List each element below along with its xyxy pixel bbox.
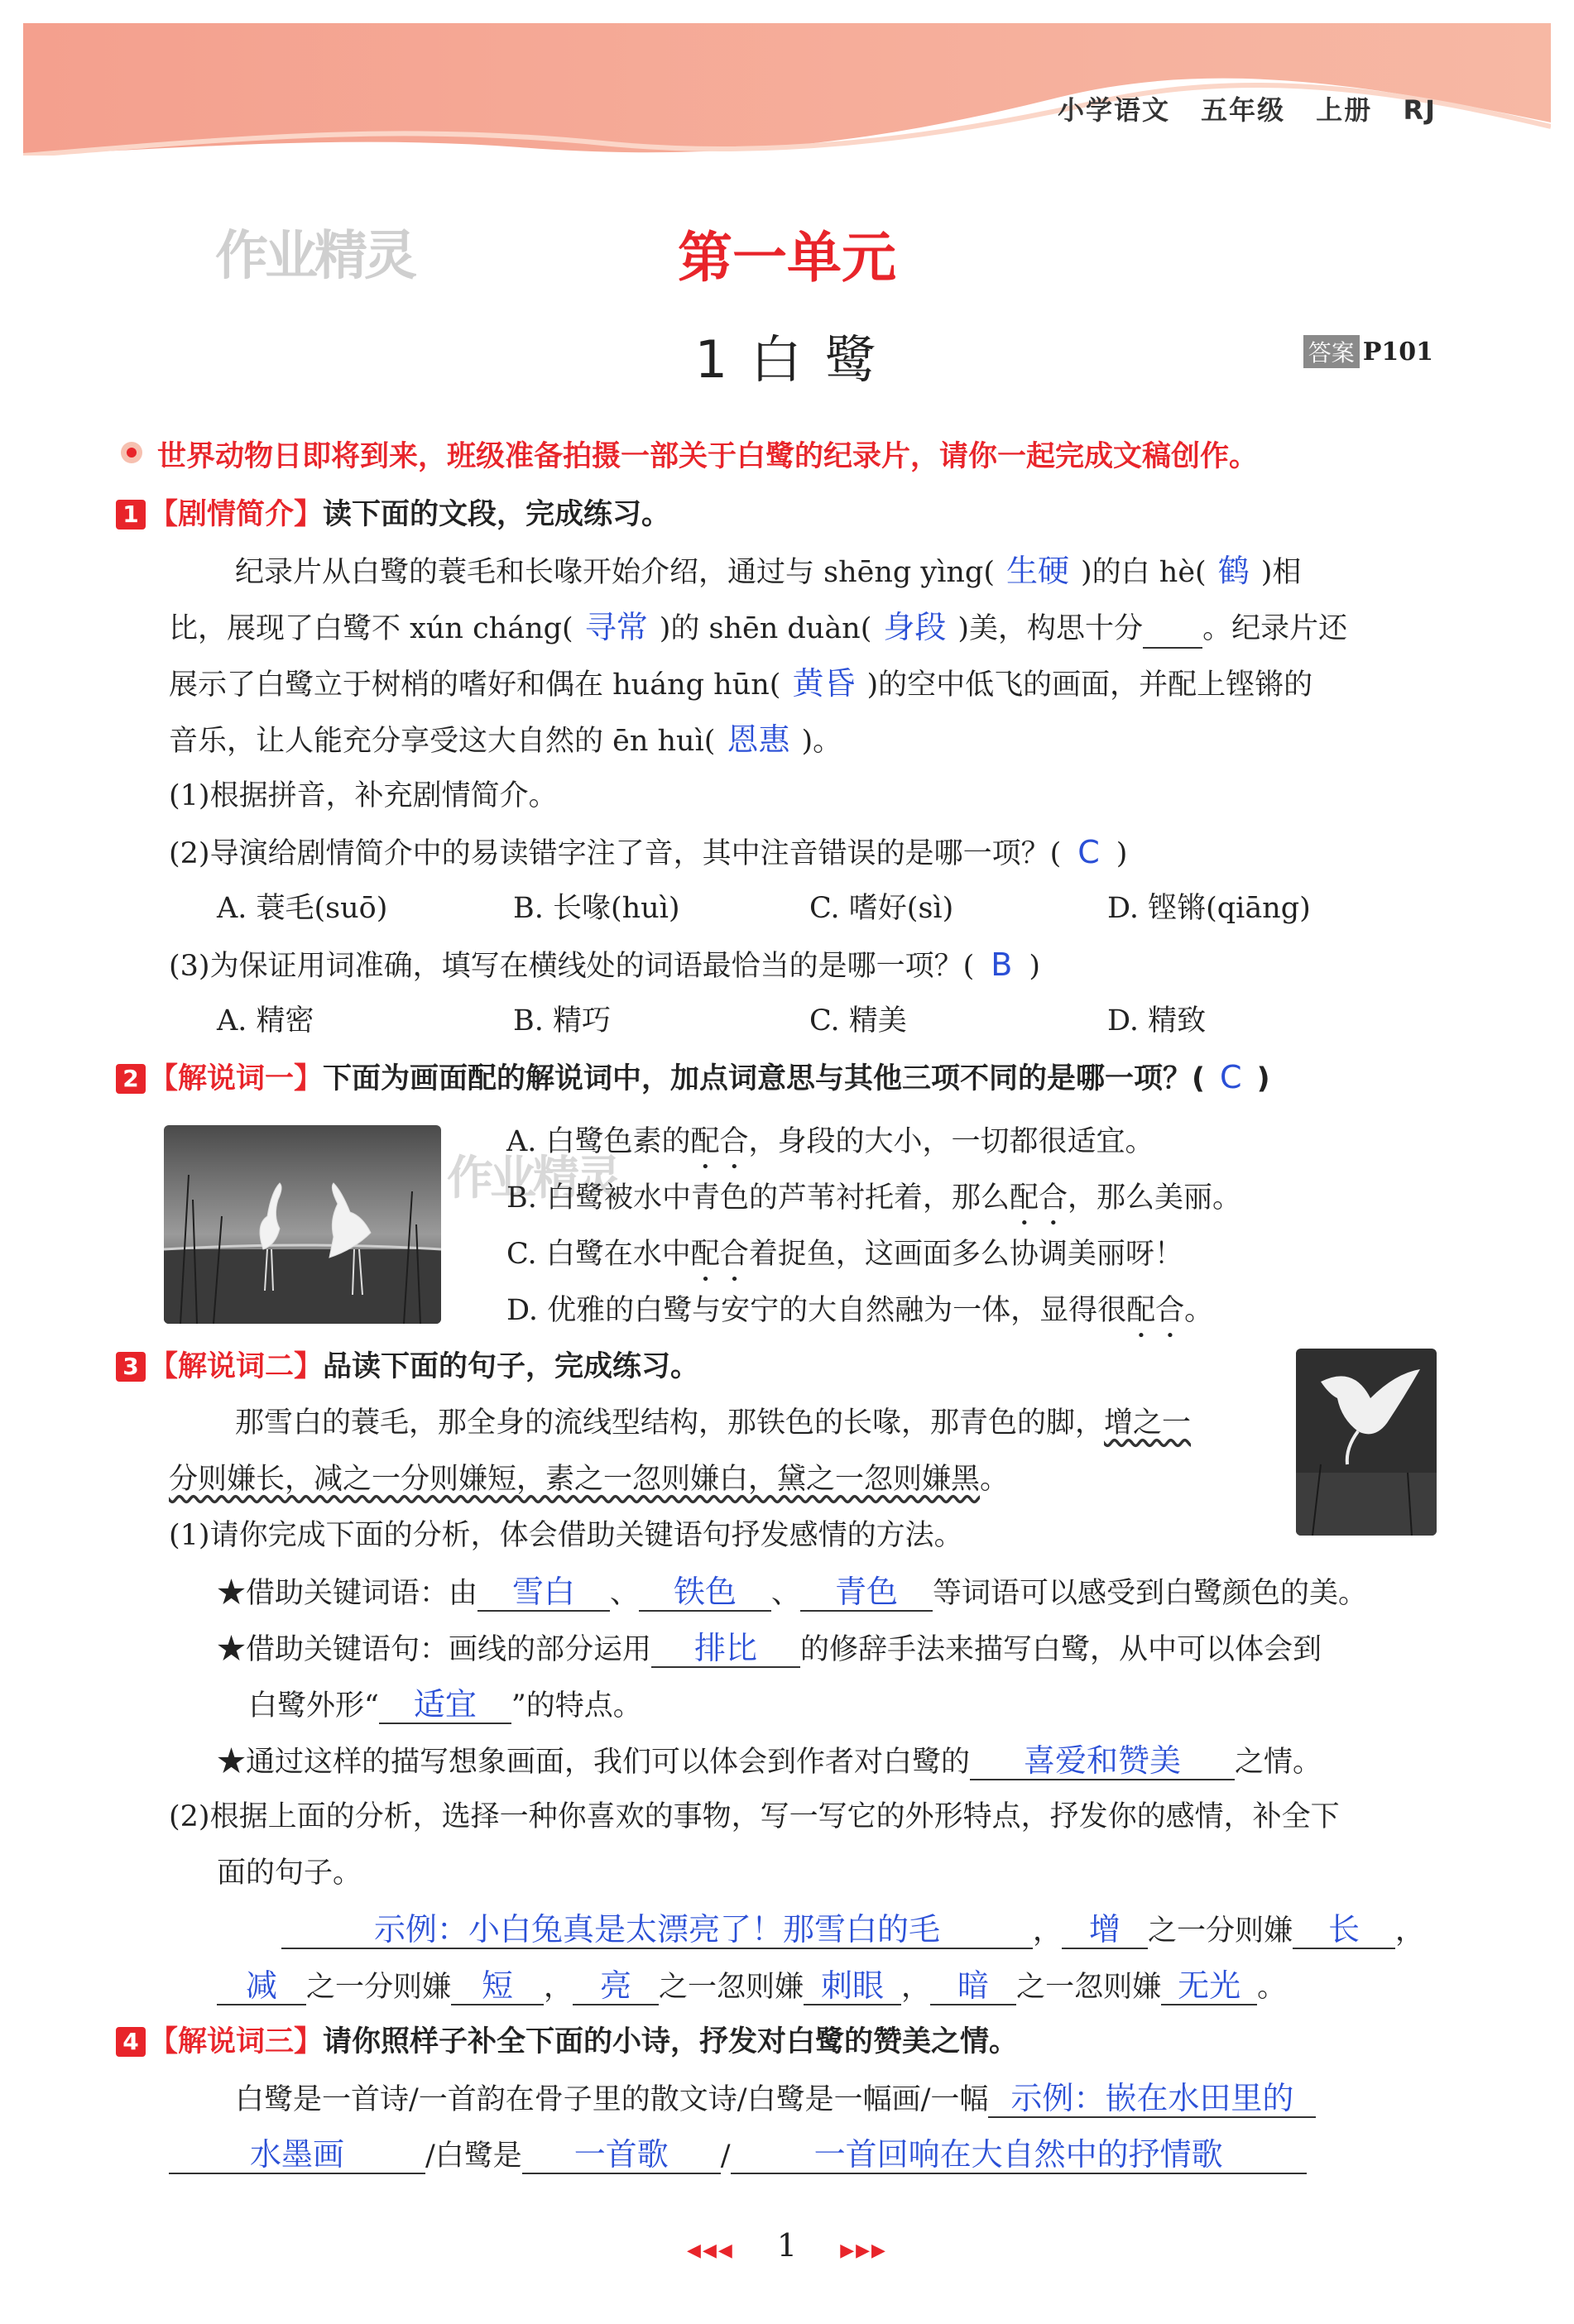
text: ， [901,1971,931,2004]
text: 之情。 [1235,1746,1322,1779]
q3-star3 [217,1742,1322,1780]
answer-tag: 答案 [1303,335,1360,368]
q3-fill-line2 [217,1967,1286,2005]
text: 。纪录片还 [1202,612,1348,645]
dotted-word: 配合 [1009,1181,1068,1215]
q1-sub2 [169,834,1127,872]
text: ， [544,1971,573,2004]
text: ★借助关键词语：由 [217,1577,478,1610]
q2-number: 2 [116,1064,146,1094]
text: 的修辞手法来描写白鹭，从中可以体会到 [800,1633,1322,1666]
text: ，那么美丽。 [1068,1181,1242,1215]
text: C. 白鹭在水中 [506,1238,691,1271]
text: )。 [801,725,842,758]
dotted-word: 配合 [1126,1294,1185,1327]
right-arrows-icon: ▶▶▶ [840,2240,887,2261]
answer-color1: 雪白 [477,1574,610,1612]
text: / [720,2140,731,2173]
text: ， [1033,1914,1063,1948]
q3-title: 品读下面的句子，完成练习。 [323,1350,700,1383]
text: ) [1029,950,1040,983]
text: 音乐，让人能充分享受这大自然的 ēn huì( [169,725,716,758]
text: )相 [1260,556,1302,589]
text: 、 [610,1577,640,1610]
text: ”的特点。 [511,1689,642,1723]
answer-q1-3: B [991,946,1013,983]
text: 。 [980,1463,1010,1496]
q3-sub2-line1: (2)根据上面的分析，选择一种你喜欢的事物，写一写它的外形特点，抒发你的感情，补全下 [169,1800,1340,1833]
answer-color2: 铁色 [639,1574,771,1612]
q4-line2 [169,2136,1307,2174]
q3-passage-line1 [235,1405,1191,1441]
text: D. 优雅的白鹭与安宁的大自然融为一体，显得很 [506,1294,1127,1327]
underlined-text: 增之一 [1104,1406,1192,1440]
text: ★通过这样的描写想象画面，我们可以体会到作者对白鹭的 [217,1746,971,1779]
page-footer [0,2227,1574,2264]
text: /白鹭是 [425,2140,522,2173]
text: ， [1395,1914,1425,1948]
text: 白鹭是一首诗/一首韵在骨子里的散文诗/白鹭是一幅画/一幅 [235,2083,989,2116]
dotted-word: 配合 [690,1238,749,1271]
answer-appearance: 适宜 [379,1686,511,1724]
intro-text: 世界动物日即将到来，班级准备拍摄一部关于白鹭的纪录片，请你一起完成文稿创作。 [157,440,1259,473]
q1-sub2-option-a: A. 蓑毛(suō) [217,892,388,925]
answer-emotion: 喜爱和赞美 [970,1742,1235,1780]
q1-number: 1 [116,500,146,529]
q4-line1 [235,2080,1316,2118]
q1-passage-line2 [169,609,1347,649]
text: 、 [771,1577,801,1610]
flying-egret-photo [1296,1349,1437,1536]
q1-passage-line3 [169,665,1312,703]
text: 之一分则嫌 [1148,1914,1293,1948]
answer-an: 暗 [930,1967,1016,2005]
answer-xunchang: 寻常 [584,609,648,645]
text: 着捉鱼，这画面多么协调美丽呀！ [748,1238,1183,1271]
q1-passage-line4 [169,721,842,759]
text: ★借助关键语句：画线的部分运用 [217,1633,652,1666]
q1-sub3-option-a: A. 精密 [217,1004,314,1037]
q1-sub3-option-d: D. 精致 [1107,1004,1207,1037]
q3-passage-line2 [169,1461,1009,1497]
text: A. 白鹭色素的 [506,1125,691,1158]
answer-jian: 减 [217,1967,306,2005]
text: 之一忽则嫌 [659,1971,804,2004]
answer-example: 示例：小白兔真是太漂亮了！那雪白的毛 [281,1911,1033,1949]
text: 比，展现了白鹭不 xún cháng( [169,612,573,645]
q3-star2-cont [248,1686,642,1724]
left-arrows-icon: ◀◀◀ [687,2240,734,2261]
text: 白鹭外形“ [248,1689,379,1723]
q1-sub3-option-b: B. 精巧 [513,1004,611,1037]
text: 。 [1257,1971,1287,2004]
q3-heading [116,1349,699,1385]
answer-reference [1303,335,1433,368]
q1-sub2-option-c: C. 嗜好(sì) [809,892,954,925]
q1-tag: 【剧情简介】 [149,498,324,531]
text: 之一忽则嫌 [1016,1971,1162,2004]
flower-icon [118,438,146,467]
answer-rhetoric: 排比 [651,1630,800,1668]
q2-title: 下面为画面配的解说词中，加点词意思与其他三项不同的是哪一项？( [323,1062,1206,1095]
blank-field[interactable] [1143,611,1202,649]
q4-heading [116,2024,1018,2060]
q3-tag: 【解说词二】 [149,1350,324,1383]
answer-q1-2: C [1077,834,1100,870]
q4-title: 请你照样子补全下面的小诗，抒发对白鹭的赞美之情。 [323,2025,1019,2058]
text: (3)为保证用词准确，填写在横线处的词语最恰当的是哪一项？( [169,950,975,983]
answer-shenduan: 身段 [883,609,947,645]
answer-shengying: 生硬 [1005,553,1069,589]
answer-poem2: 水墨画 [169,2136,425,2174]
text: 。 [1184,1294,1214,1327]
q2-end: ) [1256,1062,1270,1095]
text: 等词语可以感受到白鹭颜色的美。 [933,1577,1368,1610]
text: 展示了白鹭立于树梢的嗜好和偶在 huáng hūn( [169,668,781,702]
q1-passage-line1 [235,553,1301,591]
answer-poem4: 一首回响在大自然中的抒情歌 [731,2136,1307,2174]
underlined-text: 分则嫌长，减之一分则嫌短，素之一忽则嫌白，黛之一忽则嫌黑 [169,1463,981,1496]
text: ) [1116,837,1128,870]
answer-page: P101 [1362,337,1433,367]
egrets-photo [164,1125,441,1324]
q3-star1 [217,1574,1367,1612]
text: (2)导演给剧情简介中的易读错字注了音，其中注音错误的是哪一项？( [169,837,1062,870]
q2-option-d [506,1292,1213,1344]
q3-fill-line1 [281,1911,1424,1949]
q1-sub1: (1)根据拼音，补充剧情简介。 [169,779,558,812]
text: B. 白鹭被水中青色的芦苇衬托着，那么 [506,1181,1010,1215]
q2-option-b [506,1180,1241,1232]
q3-sub1: (1)请你完成下面的分析，体会借助关键语句抒发感情的方法。 [169,1519,963,1552]
unit-title: 第一单元 [678,226,896,290]
answer-he: 鹤 [1217,553,1250,589]
text: )的空中低飞的画面，并配上铿锵的 [866,668,1313,702]
text: 那雪白的蓑毛，那全身的流线型结构，那铁色的长喙，那青色的脚， [235,1406,1105,1440]
q3-number: 3 [116,1352,146,1382]
text: 之一分则嫌 [306,1971,452,2004]
text: )的白 hè( [1081,556,1207,589]
q1-sub3-option-c: C. 精美 [809,1004,907,1037]
answer-poem3: 一首歌 [522,2136,721,2174]
q1-sub2-option-b: B. 长喙(huì) [513,892,680,925]
text: )美，构思十分 [957,612,1144,645]
watermark-text: 作业精灵 [215,226,414,287]
q3-star2 [217,1630,1322,1668]
q2-option-c [506,1236,1183,1288]
answer-zeng: 增 [1062,1911,1148,1949]
answer-huanghun: 黄昏 [792,665,856,702]
text: 纪录片从白鹭的蓑毛和长喙开始介绍，通过与 shēng yìng( [235,556,995,589]
text: )的 shēn duàn( [659,612,872,645]
answer-enhui: 恩惠 [727,721,790,758]
answer-q2: C [1220,1059,1242,1095]
answer-chang: 长 [1293,1911,1395,1949]
answer-wuguang: 无光 [1161,1967,1257,2005]
answer-color3: 青色 [800,1574,933,1612]
dotted-word: 配合 [690,1125,749,1158]
course-label: 小学语文 五年级 上册 RJ [1058,94,1437,126]
q2-tag: 【解说词一】 [149,1062,324,1095]
q4-tag: 【解说词三】 [149,2025,324,2058]
q1-sub2-option-d: D. 铿锵(qiāng) [1107,892,1311,925]
watermark-text-2: 作业精灵 [447,1152,619,1205]
q1-heading [116,496,670,533]
lesson-title: 1 白 鹭 [694,329,880,390]
q1-title: 读下面的文段，完成练习。 [323,498,671,531]
answer-poem1: 示例：嵌在水田里的 [988,2080,1316,2118]
answer-duan: 短 [451,1967,544,2005]
page-number: 1 [776,2227,798,2264]
q2-heading [116,1059,1270,1097]
answer-liang: 亮 [573,1967,659,2005]
q1-sub3 [169,946,1040,985]
q4-number: 4 [116,2027,146,2057]
answer-ciyan: 刺眼 [804,1967,901,2005]
q2-option-a [506,1124,1154,1176]
q3-sub2-line2: 面的句子。 [217,1857,362,1890]
text: ，身段的大小，一切都很适宜。 [748,1125,1154,1158]
